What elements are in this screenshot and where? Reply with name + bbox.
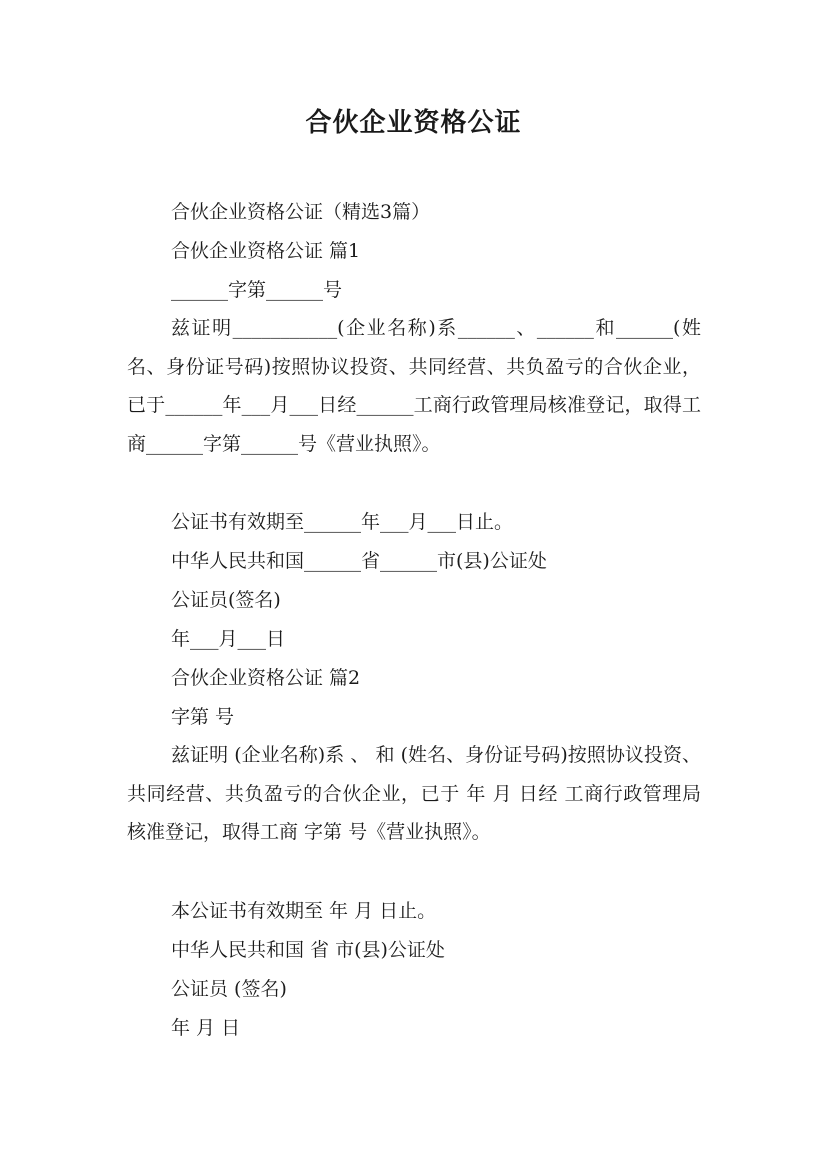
- section1-validity: 公证书有效期至______年___月___日止。: [171, 511, 514, 533]
- section2-body: 兹证明 (企业名称)系 、 和 (姓名、身份证号码)按照协议投资、共同经营、共负盈亏的合伙企业，已于 年 月 日经 工商行政管理局核准登记，取得工商 字第 号《营业执照》。: [127, 744, 701, 843]
- section2-number-line: 字第 号: [171, 706, 235, 728]
- section1-office: 中华人民共和国______省______市(县)公证处: [171, 550, 547, 572]
- section2-validity: 本公证书有效期至 年 月 日止。: [171, 900, 437, 922]
- section2-office: 中华人民共和国 省 市(县)公证处: [171, 939, 445, 961]
- document-title: 合伙企业资格公证: [305, 108, 522, 138]
- section1-heading: 合伙企业资格公证 篇1: [171, 240, 361, 262]
- section2-heading: 合伙企业资格公证 篇2: [171, 667, 361, 689]
- section2-date: 年 月 日: [171, 1017, 241, 1039]
- section1-notary: 公证员(签名): [171, 589, 281, 611]
- section1-body: 兹证明___________(企业名称)系______、______和______(姓名、身份证号码)按照协议投资、共同经营、共负盈亏的合伙企业，已于______年___月___日经______工商行政管理局核准登记，取得工商______字第______号《营业执照》。: [127, 317, 701, 455]
- section1-date: 年___月___日: [171, 628, 286, 650]
- section1-number-line: ______字第______号: [171, 279, 343, 301]
- document-subtitle: 合伙企业资格公证（精选3篇）: [171, 201, 431, 223]
- section2-notary: 公证员 (签名): [171, 978, 287, 1000]
